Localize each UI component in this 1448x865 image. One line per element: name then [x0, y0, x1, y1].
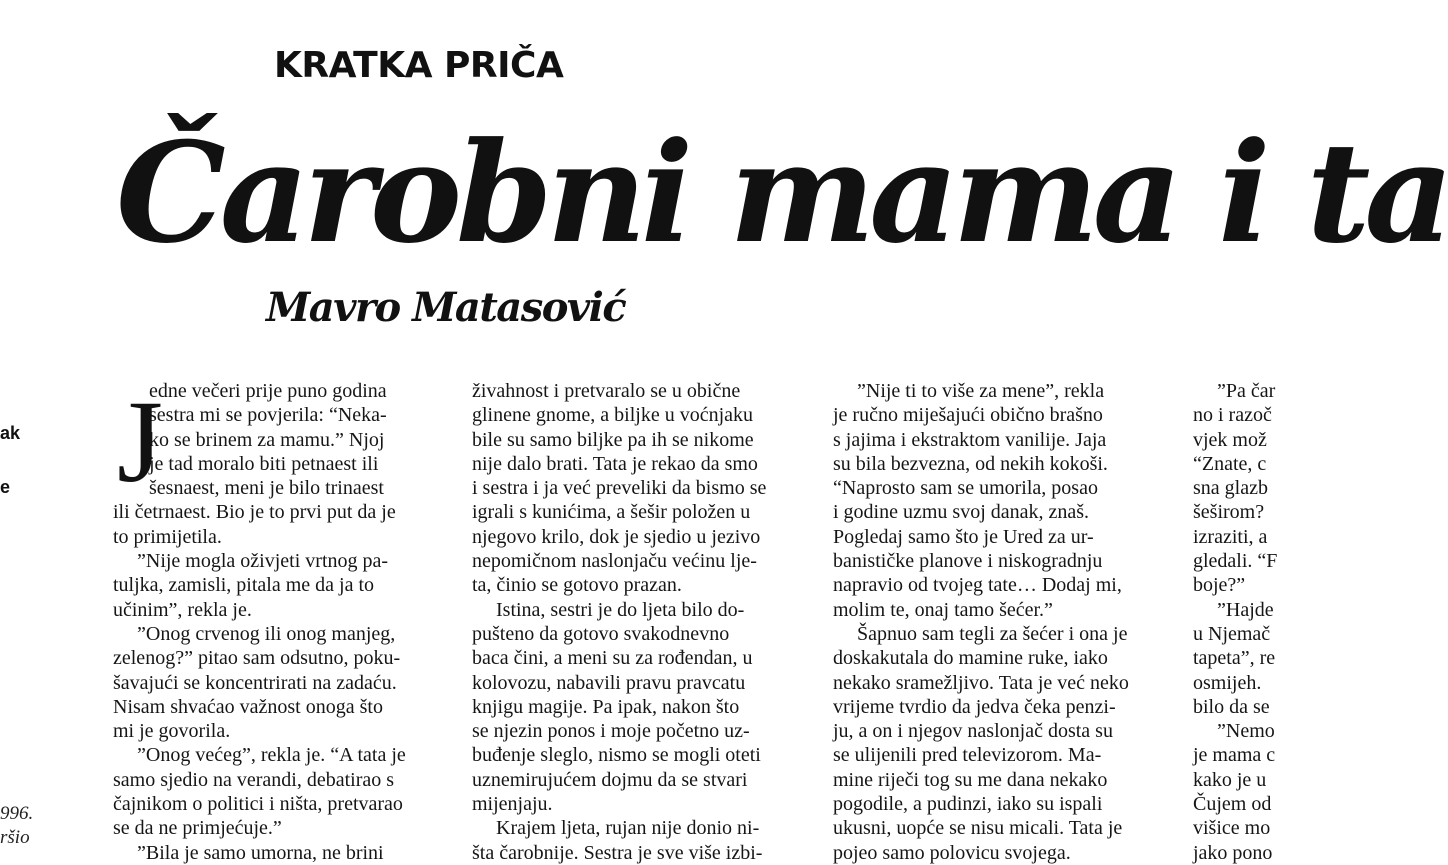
text-line: šavajući se koncentrirati na zadaću. [113, 671, 397, 694]
text-line: nije dalo brati. Tata je rekao da smo [472, 452, 758, 475]
text-line: ju, a on i njegov naslonjač dosta su [833, 720, 1113, 743]
text-line: vjek mož [1193, 428, 1267, 451]
article-headline: Čarobni mama i ta [116, 111, 1448, 274]
text-line: napravio od tvojeg tate… Dodaj mi, [833, 574, 1122, 597]
text-line: jako pono [1193, 841, 1273, 864]
text-line: Pogledaj samo što je Ured za ur- [833, 525, 1094, 548]
text-line: sna glazb [1193, 477, 1268, 500]
text-line: uznemirujućem dojmu da se stvari [472, 768, 748, 791]
text-line: zelenog?” pitao sam odsutno, poku- [113, 647, 401, 670]
text-line: Čujem od [1193, 793, 1272, 816]
text-line: ”Pa čar [1217, 380, 1276, 402]
text-line: se ulijenili pred televizorom. Ma- [833, 744, 1102, 767]
text-line: doskakutala do mamine ruke, iako [833, 647, 1108, 670]
text-line: s jajima i ekstraktom vanilije. Jaja [833, 428, 1107, 451]
text-line: u Njemač [1193, 622, 1271, 645]
text-line: višice mo [1193, 817, 1271, 840]
text-line: i godine uzmu svoj danak, znaš. [833, 501, 1090, 524]
text-line: ”Bila je samo umorna, ne brini [137, 841, 384, 864]
text-line: gledali. “F [1193, 550, 1278, 573]
text-line: živahnost i pretvaralo se u obične [472, 380, 741, 402]
text-line: igrali s kunićima, a šešir položen u [472, 501, 751, 524]
text-line: tapeta”, re [1193, 647, 1276, 670]
text-line: mijenjaju. [472, 793, 553, 816]
text-line: šeširom? [1193, 501, 1265, 524]
text-line: Nisam shvaćao važnost onoga što [113, 695, 383, 718]
text-line: ”Nije ti to više za mene”, rekla [857, 380, 1105, 402]
text-line: bile su samo biljke pa ih se nikome [472, 428, 754, 451]
text-line: šta čarobnije. Sestra je sve više izbi- [472, 841, 763, 864]
text-line: vrijeme tvrdio da jedva čeka penzi- [833, 695, 1116, 718]
text-line: tuljka, zamisli, pitala me da ja to [113, 574, 375, 597]
article-column-3 [833, 379, 1159, 865]
text-line: je tad moralo biti petnaest ili [149, 452, 379, 475]
drop-cap: J [117, 376, 163, 507]
text-line: boje?” [1193, 574, 1246, 597]
text-line: pušteno da gotovo svakodnevno [472, 622, 730, 645]
article-column-1 [113, 376, 437, 865]
text-line: edne večeri prije puno godina [149, 380, 387, 402]
text-line: glinene gnome, a biljke u voćnjaku [472, 404, 754, 427]
left-margin-fragment: e [0, 477, 11, 497]
text-line: ko se brinem za mamu.” Njoj [149, 428, 385, 451]
author-byline: Mavro Matasović [266, 284, 626, 331]
text-line: sestra mi se povjerila: “Neka- [149, 404, 387, 427]
text-line: ”Nije mogla oživjeti vrtnog pa- [137, 550, 389, 573]
text-line: ”Nemo [1217, 720, 1275, 743]
text-line: nekako sramežljivo. Tata je već neko [833, 671, 1129, 694]
section-kicker: KRATKA PRIČA [274, 45, 564, 86]
text-line: ”Onog crvenog ili onog manjeg, [137, 622, 396, 645]
text-line: no i razoč [1193, 404, 1272, 427]
text-line: učinim”, rekla je. [113, 598, 252, 621]
text-line: buđenje sleglo, nismo se mogli oteti [472, 744, 761, 767]
text-line: banističke planove i niskogradnju [833, 550, 1103, 573]
text-line: mi je govorila. [113, 720, 231, 743]
text-line: ili četrnaest. Bio je to prvi put da je [113, 501, 396, 524]
text-line: je mama c [1193, 744, 1276, 767]
text-line: molim te, onaj tamo šećer.” [833, 598, 1053, 621]
text-line: baca čini, a meni su za rođendan, u [472, 647, 753, 670]
text-line: Istina, sestri je do ljeta bilo do- [496, 598, 745, 621]
text-line: i sestra i ja već preveliki da bismo se [472, 477, 767, 500]
text-line: su bila bezvezna, od nekih kokoši. [833, 452, 1108, 475]
text-line: knjigu magije. Pa ipak, nakon što [472, 695, 740, 718]
text-line: je ručno miješajući obično brašno [833, 404, 1103, 427]
text-line: Šapnuo sam tegli za šećer i ona je [857, 622, 1128, 645]
text-line: “Znate, c [1193, 452, 1267, 475]
left-margin-fragment: 996. [0, 803, 34, 824]
text-line: “Naprosto sam se umorila, posao [833, 477, 1098, 500]
text-line: pojeo samo polovicu svojega. [833, 841, 1071, 864]
text-line: se njezin ponos i moje početno uz- [472, 720, 750, 743]
text-line: to primijetila. [113, 525, 222, 548]
text-line: osmijeh. [1193, 671, 1262, 694]
left-margin-fragment: ak [0, 423, 21, 443]
text-line: samo sjedio na verandi, debatirao s [113, 768, 395, 791]
text-line: nepomičnom naslonjaču većinu lje- [472, 550, 757, 573]
article-column-2 [472, 379, 798, 865]
text-line: njegovo krilo, dok je sjedio u jezivo [472, 525, 761, 548]
article-column-4 [1193, 379, 1313, 865]
text-line: Krajem ljeta, rujan nije donio ni- [496, 817, 760, 840]
text-line: šesnaest, meni je bilo trinaest [149, 477, 384, 500]
text-line: ”Onog većeg”, rekla je. “A tata je [137, 744, 406, 767]
text-line: mine riječi tog su me dana nekako [833, 768, 1108, 791]
text-line: pogodile, a pudinzi, iako su ispali [833, 793, 1103, 816]
text-line: se da ne primjećuje.” [113, 817, 282, 840]
text-line: ”Hajde [1217, 598, 1274, 621]
left-margin-fragment: ršio [0, 827, 30, 848]
text-line: ukusni, uopće se nisu micali. Tata je [833, 817, 1123, 840]
text-line: izraziti, a [1193, 525, 1268, 548]
text-line: čajnikom o politici i ništa, pretvarao [113, 793, 403, 816]
text-line: bilo da se [1193, 695, 1270, 718]
text-line: kolovozu, nabavili pravu pravcatu [472, 671, 746, 694]
text-line: kako je u [1193, 768, 1267, 791]
text-line: ta, činio se gotovo prazan. [472, 574, 682, 597]
